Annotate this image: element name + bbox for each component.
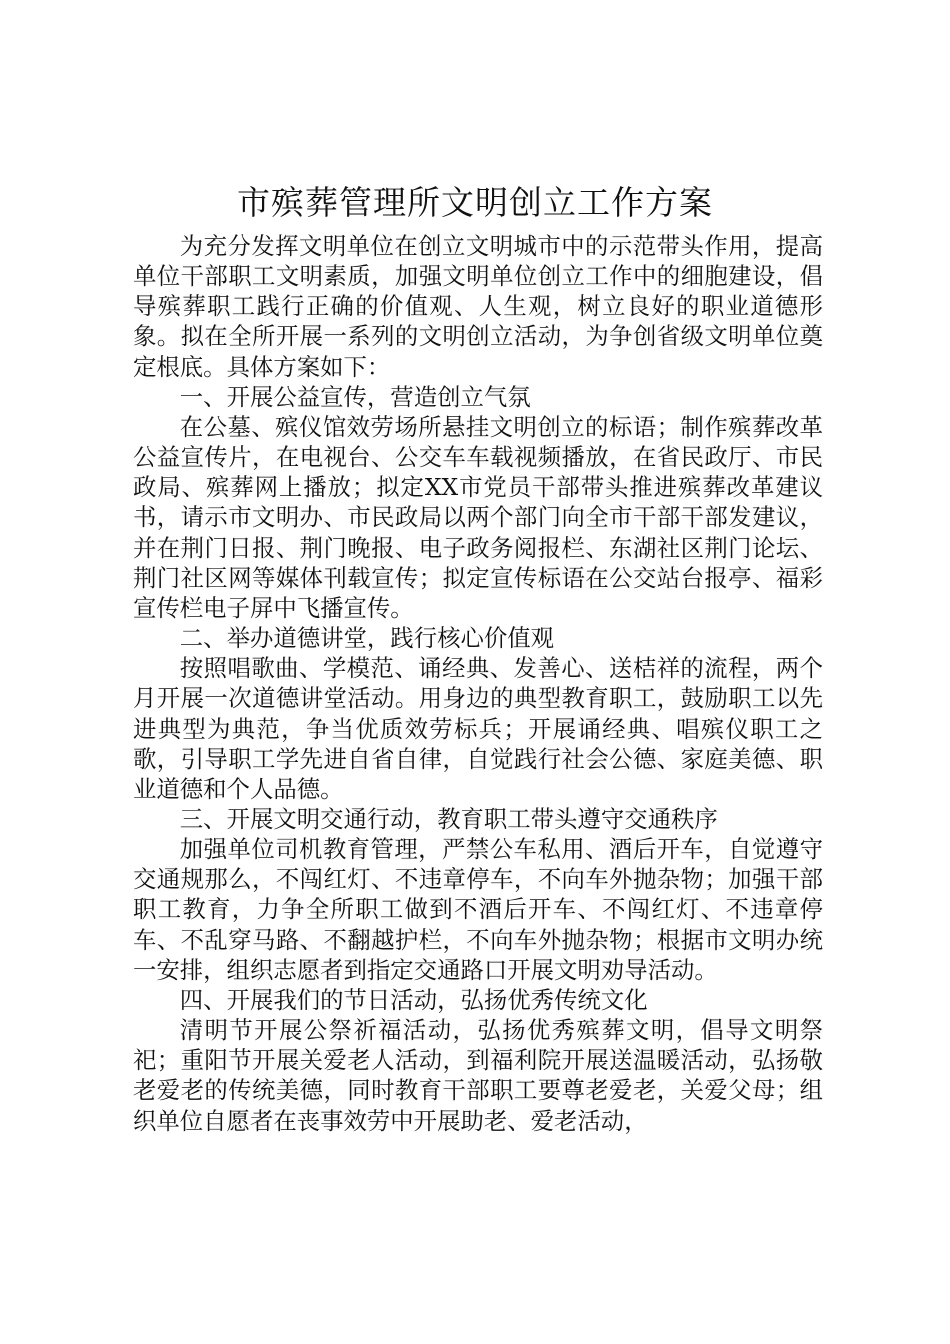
intro-paragraph: 为充分发挥文明单位在创立文明城市中的示范带头作用，提高单位干部职工文明素质，加强文明单位创立工作中的细胞建设，倡导殡葬职工践行正确的价值观、人生观，树立良好的职业道德形象。拟在全所开展一系列的文明创立活动，为争创省级文明单位奠定根底。具体方案如下： <box>133 232 823 381</box>
section-heading-2: 二、举办道德讲堂，践行核心价值观 <box>179 624 555 653</box>
section-paragraph-3: 加强单位司机教育管理，严禁公车私用、酒后开车，自觉遵守交通规那么，不闯红灯、不违章停车，不向车外抛杂物；加强干部职工教育，力争全所职工做到不酒后开车、不闯红灯、不违章停车、不乱穿马路、不翻越护栏，不向车外抛杂物；根据市文明办统一安排，组织志愿者到指定交通路口开展文明劝导活动。 <box>133 835 823 984</box>
section-paragraph-1: 在公墓、殡仪馆效劳场所悬挂文明创立的标语；制作殡葬改革公益宣传片，在电视台、公交车车载视频播放，在省民政厅、市民政局、殡葬网上播放；拟定XX市党员干部带头推进殡葬改革建议书，请示市文明办、市民政局以两个部门向全市干部干部发建议，并在荆门日报、荆门晚报、电子政务阅报栏、东湖社区荆门论坛、荆门社区网等媒体刊载宣传；拟定宣传标语在公交站台报亭、福彩宣传栏电子屏中飞播宣传。 <box>133 412 823 622</box>
section-heading-3: 三、开展文明交通行动，教育职工带头遵守交通秩序 <box>179 804 718 833</box>
section-heading-4: 四、开展我们的节日活动，弘扬优秀传统文化 <box>179 985 648 1014</box>
section-heading-1: 一、开展公益宣传，营造创立气氛 <box>179 382 531 411</box>
section-paragraph-2: 按照唱歌曲、学模范、诵经典、发善心、送桔祥的流程，两个月开展一次道德讲堂活动。用身边的典型教育职工，鼓励职工以先进典型为典范，争当优质效劳标兵；开展诵经典、唱殡仪职工之歌，引导职工学先进自省自律，自觉践行社会公德、家庭美德、职业道德和个人品德。 <box>133 654 823 803</box>
document-title: 市殡葬管理所文明创立工作方案 <box>237 183 713 222</box>
document-body <box>133 231 823 1136</box>
section-paragraph-4: 清明节开展公祭祈福活动，弘扬优秀殡葬文明，倡导文明祭祀；重阳节开展关爱老人活动，到福利院开展送温暖活动，弘扬敬老爱老的传统美德，同时教育干部职工要尊老爱老，关爱父母；组织单位自愿者在丧事效劳中开展助老、爱老活动， <box>133 1016 823 1135</box>
